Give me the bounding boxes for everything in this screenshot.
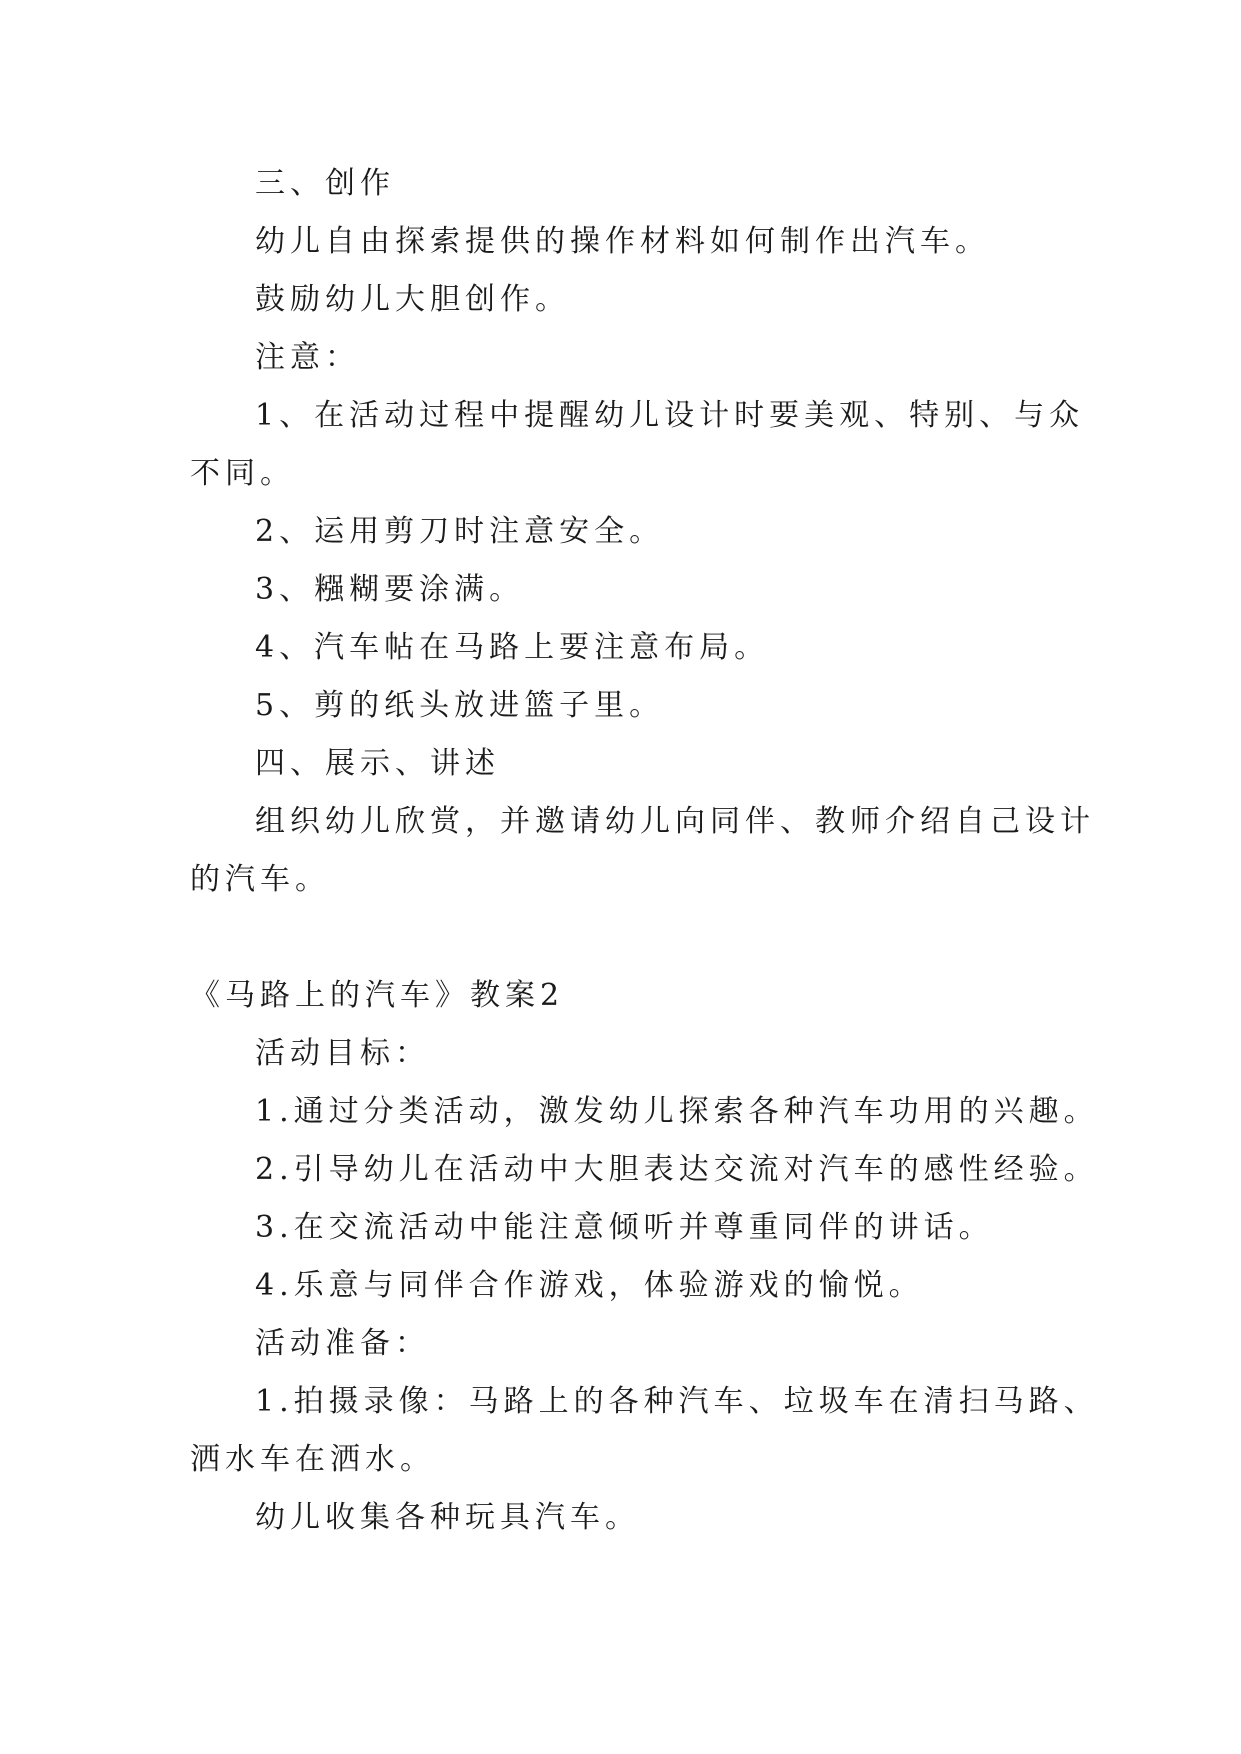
notes-heading: 注意： xyxy=(255,340,360,375)
note-item-3: 3、糨糊要涂满。 xyxy=(255,572,525,607)
note-item-1: 1、在活动过程中提醒幼儿设计时要美观、特别、与众 xyxy=(255,398,1085,433)
objective-item-1: 1.通过分类活动，激发幼儿探索各种汽车功用的兴趣。 xyxy=(255,1094,1099,1129)
objective-item-3: 3.在交流活动中能注意倾听并尊重同伴的讲话。 xyxy=(255,1210,994,1245)
preparation-heading: 活动准备： xyxy=(255,1326,430,1361)
paragraph: 组织幼儿欣赏，并邀请幼儿向同伴、教师介绍自己设计 xyxy=(255,804,1095,839)
note-item-1-continued: 不同。 xyxy=(190,456,295,491)
note-item-2: 2、运用剪刀时注意安全。 xyxy=(255,514,665,549)
note-item-4: 4、汽车帖在马路上要注意布局。 xyxy=(255,630,770,665)
preparation-item-2: 幼儿收集各种玩具汽车。 xyxy=(255,1500,640,1535)
objectives-heading: 活动目标： xyxy=(255,1036,430,1071)
lesson-plan-title: 《马路上的汽车》教案2 xyxy=(190,978,565,1013)
note-item-5: 5、剪的纸头放进篮子里。 xyxy=(255,688,665,723)
paragraph: 鼓励幼儿大胆创作。 xyxy=(255,282,570,317)
paragraph-continued: 的汽车。 xyxy=(190,862,330,897)
preparation-item-1: 1.拍摄录像：马路上的各种汽车、垃圾车在清扫马路、 xyxy=(255,1384,1099,1419)
section-heading-display: 四、展示、讲述 xyxy=(255,746,500,781)
objective-item-2: 2.引导幼儿在活动中大胆表达交流对汽车的感性经验。 xyxy=(255,1152,1099,1187)
paragraph: 幼儿自由探索提供的操作材料如何制作出汽车。 xyxy=(255,224,990,259)
objective-item-4: 4.乐意与同伴合作游戏，体验游戏的愉悦。 xyxy=(255,1268,924,1303)
preparation-item-1-continued: 洒水车在洒水。 xyxy=(190,1442,435,1477)
section-heading-create: 三、创作 xyxy=(255,166,395,201)
